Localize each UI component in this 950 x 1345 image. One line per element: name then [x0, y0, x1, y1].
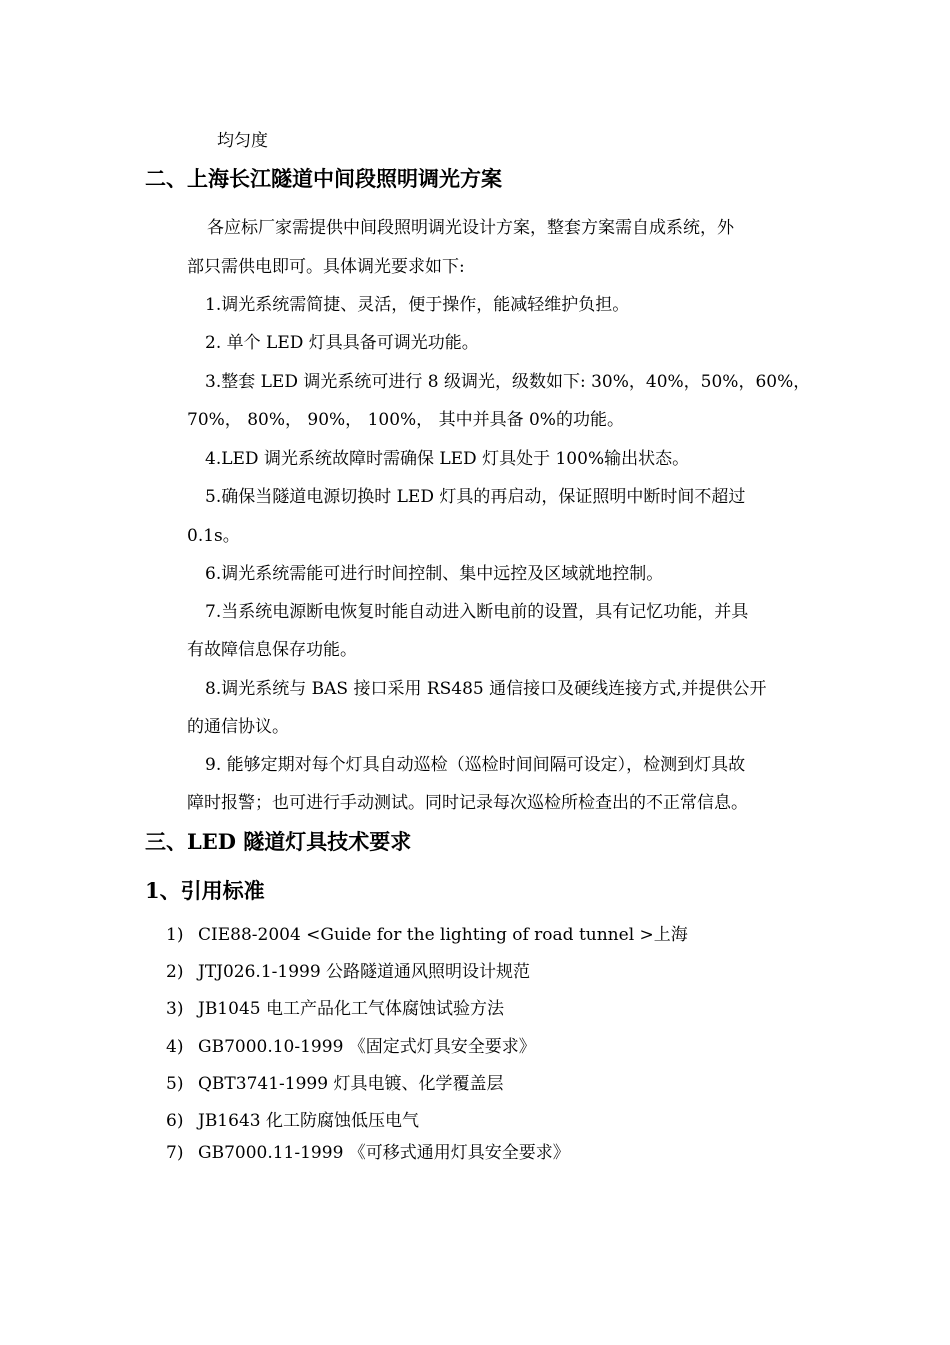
reference-item: [166, 1036, 536, 1058]
list-item-continuation: 障时报警；也可进行手动测试。同时记录每次巡检所检查出的不正常信息。: [187, 793, 748, 813]
list-item-continuation: 70%， 80%， 90%， 100%， 其中并具备 0%的功能。: [187, 410, 624, 430]
list-item: 8.调光系统与 BAS 接口采用 RS485 通信接口及硬线连接方式,并提供公开: [205, 679, 767, 699]
section3-sub1-heading: 1、引用标准: [145, 878, 265, 903]
list-item-continuation: 0.1s。: [187, 526, 240, 546]
reference-number: 2): [166, 962, 184, 982]
reference-number: 1): [166, 925, 184, 945]
list-item: 5.确保当隧道电源切换时 LED 灯具的再启动，保证照明中断时间不超过: [205, 487, 746, 507]
list-item: 1.调光系统需简捷、灵活，便于操作，能减轻维护负担。: [205, 295, 630, 315]
list-item: 6.调光系统需能可进行时间控制、集中远控及区域就地控制。: [205, 564, 664, 584]
reference-text: QBT3741-1999 灯具电镀、化学覆盖层: [198, 1074, 504, 1094]
reference-text: JB1045 电工产品化工气体腐蚀试验方法: [198, 999, 504, 1019]
reference-item: [166, 1110, 419, 1132]
reference-number: 7): [166, 1143, 184, 1163]
reference-text: GB7000.11-1999 《可移式通用灯具安全要求》: [198, 1143, 570, 1163]
list-item: 4.LED 调光系统故障时需确保 LED 灯具处于 100%输出状态。: [205, 449, 690, 469]
reference-item: [166, 924, 688, 946]
list-item: 7.当系统电源断电恢复时能自动进入断电前的设置，具有记忆功能，并具: [205, 602, 749, 622]
reference-item: [166, 1142, 570, 1164]
reference-text: GB7000.10-1999 《固定式灯具安全要求》: [198, 1037, 536, 1057]
list-item: 3.整套 LED 调光系统可进行 8 级调光，级数如下: 30%，40%，50%，60%，: [205, 372, 811, 392]
section2-intro-line1: 各应标厂家需提供中间段照明调光设计方案，整套方案需自成系统，外: [207, 218, 734, 238]
reference-number: 6): [166, 1111, 184, 1131]
reference-item: [166, 961, 530, 983]
list-item: 9. 能够定期对每个灯具自动巡检（巡检时间间隔可设定），检测到灯具故: [205, 755, 746, 775]
reference-text: JTJ026.1-1999 公路隧道通风照明设计规范: [198, 962, 531, 982]
section2-heading: 二、上海长江隧道中间段照明调光方案: [145, 166, 502, 191]
section2-intro-line2: 部只需供电即可。具体调光要求如下:: [187, 257, 465, 277]
reference-item: [166, 1073, 503, 1095]
reference-text: CIE88-2004 <Guide for the lighting of road tunnel >上海: [198, 925, 688, 945]
reference-text: JB1643 化工防腐蚀低压电气: [198, 1111, 419, 1131]
section3-heading: 三、LED 隧道灯具技术要求: [145, 829, 412, 854]
list-item-continuation: 有故障信息保存功能。: [187, 640, 357, 660]
reference-number: 5): [166, 1074, 184, 1094]
lead-text: 均匀度: [217, 131, 268, 151]
list-item-continuation: 的通信协议。: [187, 717, 289, 737]
reference-item: [166, 998, 504, 1020]
reference-number: 4): [166, 1037, 184, 1057]
list-item: 2. 单个 LED 灯具具备可调光功能。: [205, 333, 479, 353]
reference-number: 3): [166, 999, 184, 1019]
